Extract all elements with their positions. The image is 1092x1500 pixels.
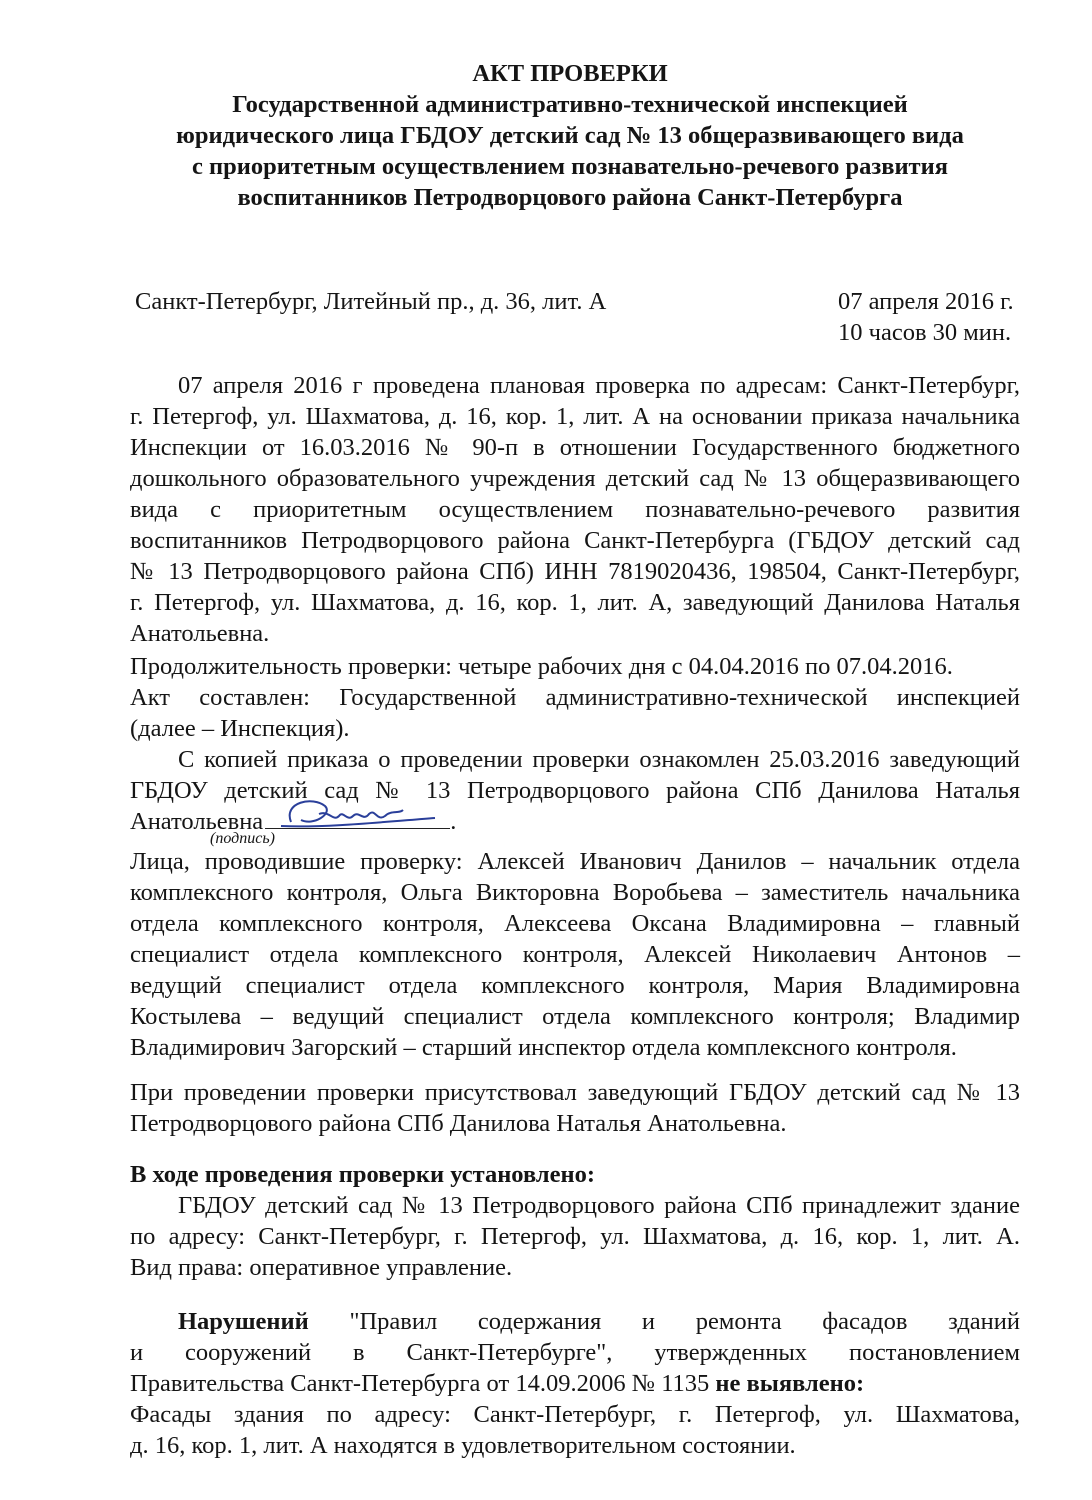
acquainted-line: ГБДОУ детский сад № 13 Петродворцового района СПб Данилова Наталья (130, 777, 1020, 804)
facades-line: д. 16, кор. 1, лит. А находятся в удовлетворительном состоянии. (130, 1432, 796, 1459)
inspectors-line: комплексного контроля, Ольга Викторовна Воробьева – заместитель начальника (130, 879, 1020, 906)
inspectors-line: Лица, проводившие проверку: Алексей Иванович Данилов – начальник отдела (130, 848, 1020, 875)
findings-heading: В ходе проведения проверки установлено: (130, 1161, 595, 1188)
inspectors-line: ведущий специалист отдела комплексного контроля, Мария Владимировна (130, 972, 1020, 999)
present-line: Петродворцового района СПб Данилова Наталья Анатольевна. (130, 1110, 787, 1137)
violations-bold: Нарушений (178, 1308, 309, 1335)
acquainted-signature-line: Анатольевна . (130, 806, 1020, 837)
signature-field (265, 806, 450, 829)
intro-line: г. Петергоф, ул. Шахматова, д. 16, кор. 1, лит. А, заведующий Данилова Наталья (130, 589, 1020, 616)
findings-line: Вид права: оперативное управление. (130, 1254, 513, 1281)
violations-result: не выявлено: (715, 1370, 865, 1397)
facades-line: Фасады здания по адресу: Санкт-Петербург, г. Петергоф, ул. Шахматова, (130, 1401, 1020, 1428)
intro-line: г. Петергоф, ул. Шахматова, д. 16, кор. 1, лит. А на основании приказа начальника (130, 403, 1020, 430)
intro-line: воспитанников Петродворцового района Санкт-Петербурга (ГБДОУ детский сад (130, 527, 1020, 554)
intro-line: Инспекции от 16.03.2016 № 90-п в отношении Государственного бюджетного (130, 434, 1020, 461)
date-time-block (838, 286, 1028, 348)
inspectors-line: Владимирович Загорский – старший инспектор отдела комплексного контроля. (130, 1034, 957, 1061)
findings-line: по адресу: Санкт-Петербург, г. Петергоф, ул. Шахматова, д. 16, кор. 1, лит. А. (130, 1223, 1020, 1250)
subtitle-line: с приоритетным осуществлением познавательно-речевого развития (192, 153, 948, 180)
place-of-inspection: Санкт-Петербург, Литейный пр., д. 36, лит. А (135, 288, 607, 315)
acquainted-name: Анатольевна (130, 808, 264, 835)
present-line: При проведении проверки присутствовал заведующий ГБДОУ детский сад № 13 (130, 1079, 1020, 1106)
act-date: 07 апреля 2016 г. (838, 288, 1014, 315)
inspectors-line: Костылева – ведущий специалист отдела комплексного контроля; Владимир (130, 1003, 1020, 1030)
violations-line: и сооружений в Санкт-Петербурге", утвержденных постановлением (130, 1339, 1020, 1366)
signature-caption: (подпись) (210, 830, 275, 847)
violations-decree: Правительства Санкт-Петербурга от 14.09.2006 № 1135 (130, 1370, 710, 1397)
inspectors-line: отдела комплексного контроля, Алексеева Оксана Владимировна – главный (130, 910, 1020, 937)
intro-line: дошкольного образовательного учреждения детский сад № 13 общеразвивающего (130, 465, 1020, 492)
document-title: АКТ ПРОВЕРКИ (472, 60, 668, 87)
violations-section (130, 1306, 1020, 1461)
subtitle-line: юридического лица ГБДОУ детский сад № 13 общеразвивающего вида (176, 122, 964, 149)
composed-line: Акт составлен: Государственной административно-технической инспекцией (130, 684, 1020, 711)
subtitle-line: воспитанников Петродворцового района Санкт-Петербурга (237, 184, 903, 211)
signature-mark (273, 792, 443, 836)
document-header (120, 58, 1020, 213)
intro-line: № 13 Петродворцового района СПб) ИНН 7819020436, 198504, Санкт-Петербург, (130, 558, 1020, 585)
violations-line (130, 1368, 1020, 1399)
act-time: 10 часов 30 мин. (838, 319, 1012, 346)
intro-line: Анатольевна. (130, 620, 270, 647)
composed-line: (далее – Инспекция). (130, 715, 350, 742)
subtitle-line: Государственной административно-технической инспекцией (232, 91, 908, 118)
present-paragraph (130, 1077, 1020, 1139)
duration-paragraph (130, 651, 1020, 837)
violations-rule-name: "Правил содержания и ремонта фасадов зданий (349, 1308, 1020, 1335)
intro-line: 07 апреля 2016 г проведена плановая проверка по адресам: Санкт-Петербург, (178, 372, 1020, 399)
inspectors-paragraph (130, 846, 1020, 1063)
duration-text: Продолжительность проверки: четыре рабочих дня с 04.04.2016 по 07.04.2016. (130, 653, 953, 680)
violations-line (130, 1306, 1020, 1337)
findings-line: ГБДОУ детский сад № 13 Петродворцового района СПб принадлежит здание (178, 1192, 1020, 1219)
intro-line: вида с приоритетным осуществлением познавательно-речевого развития (130, 496, 1020, 523)
findings-section (130, 1159, 1020, 1283)
acquainted-line: С копией приказа о проведении проверки ознакомлен 25.03.2016 заведующий (178, 746, 1020, 773)
inspectors-line: специалист отдела комплексного контроля, Алексей Николаевич Антонов – (130, 941, 1020, 968)
intro-paragraph (130, 370, 1020, 649)
